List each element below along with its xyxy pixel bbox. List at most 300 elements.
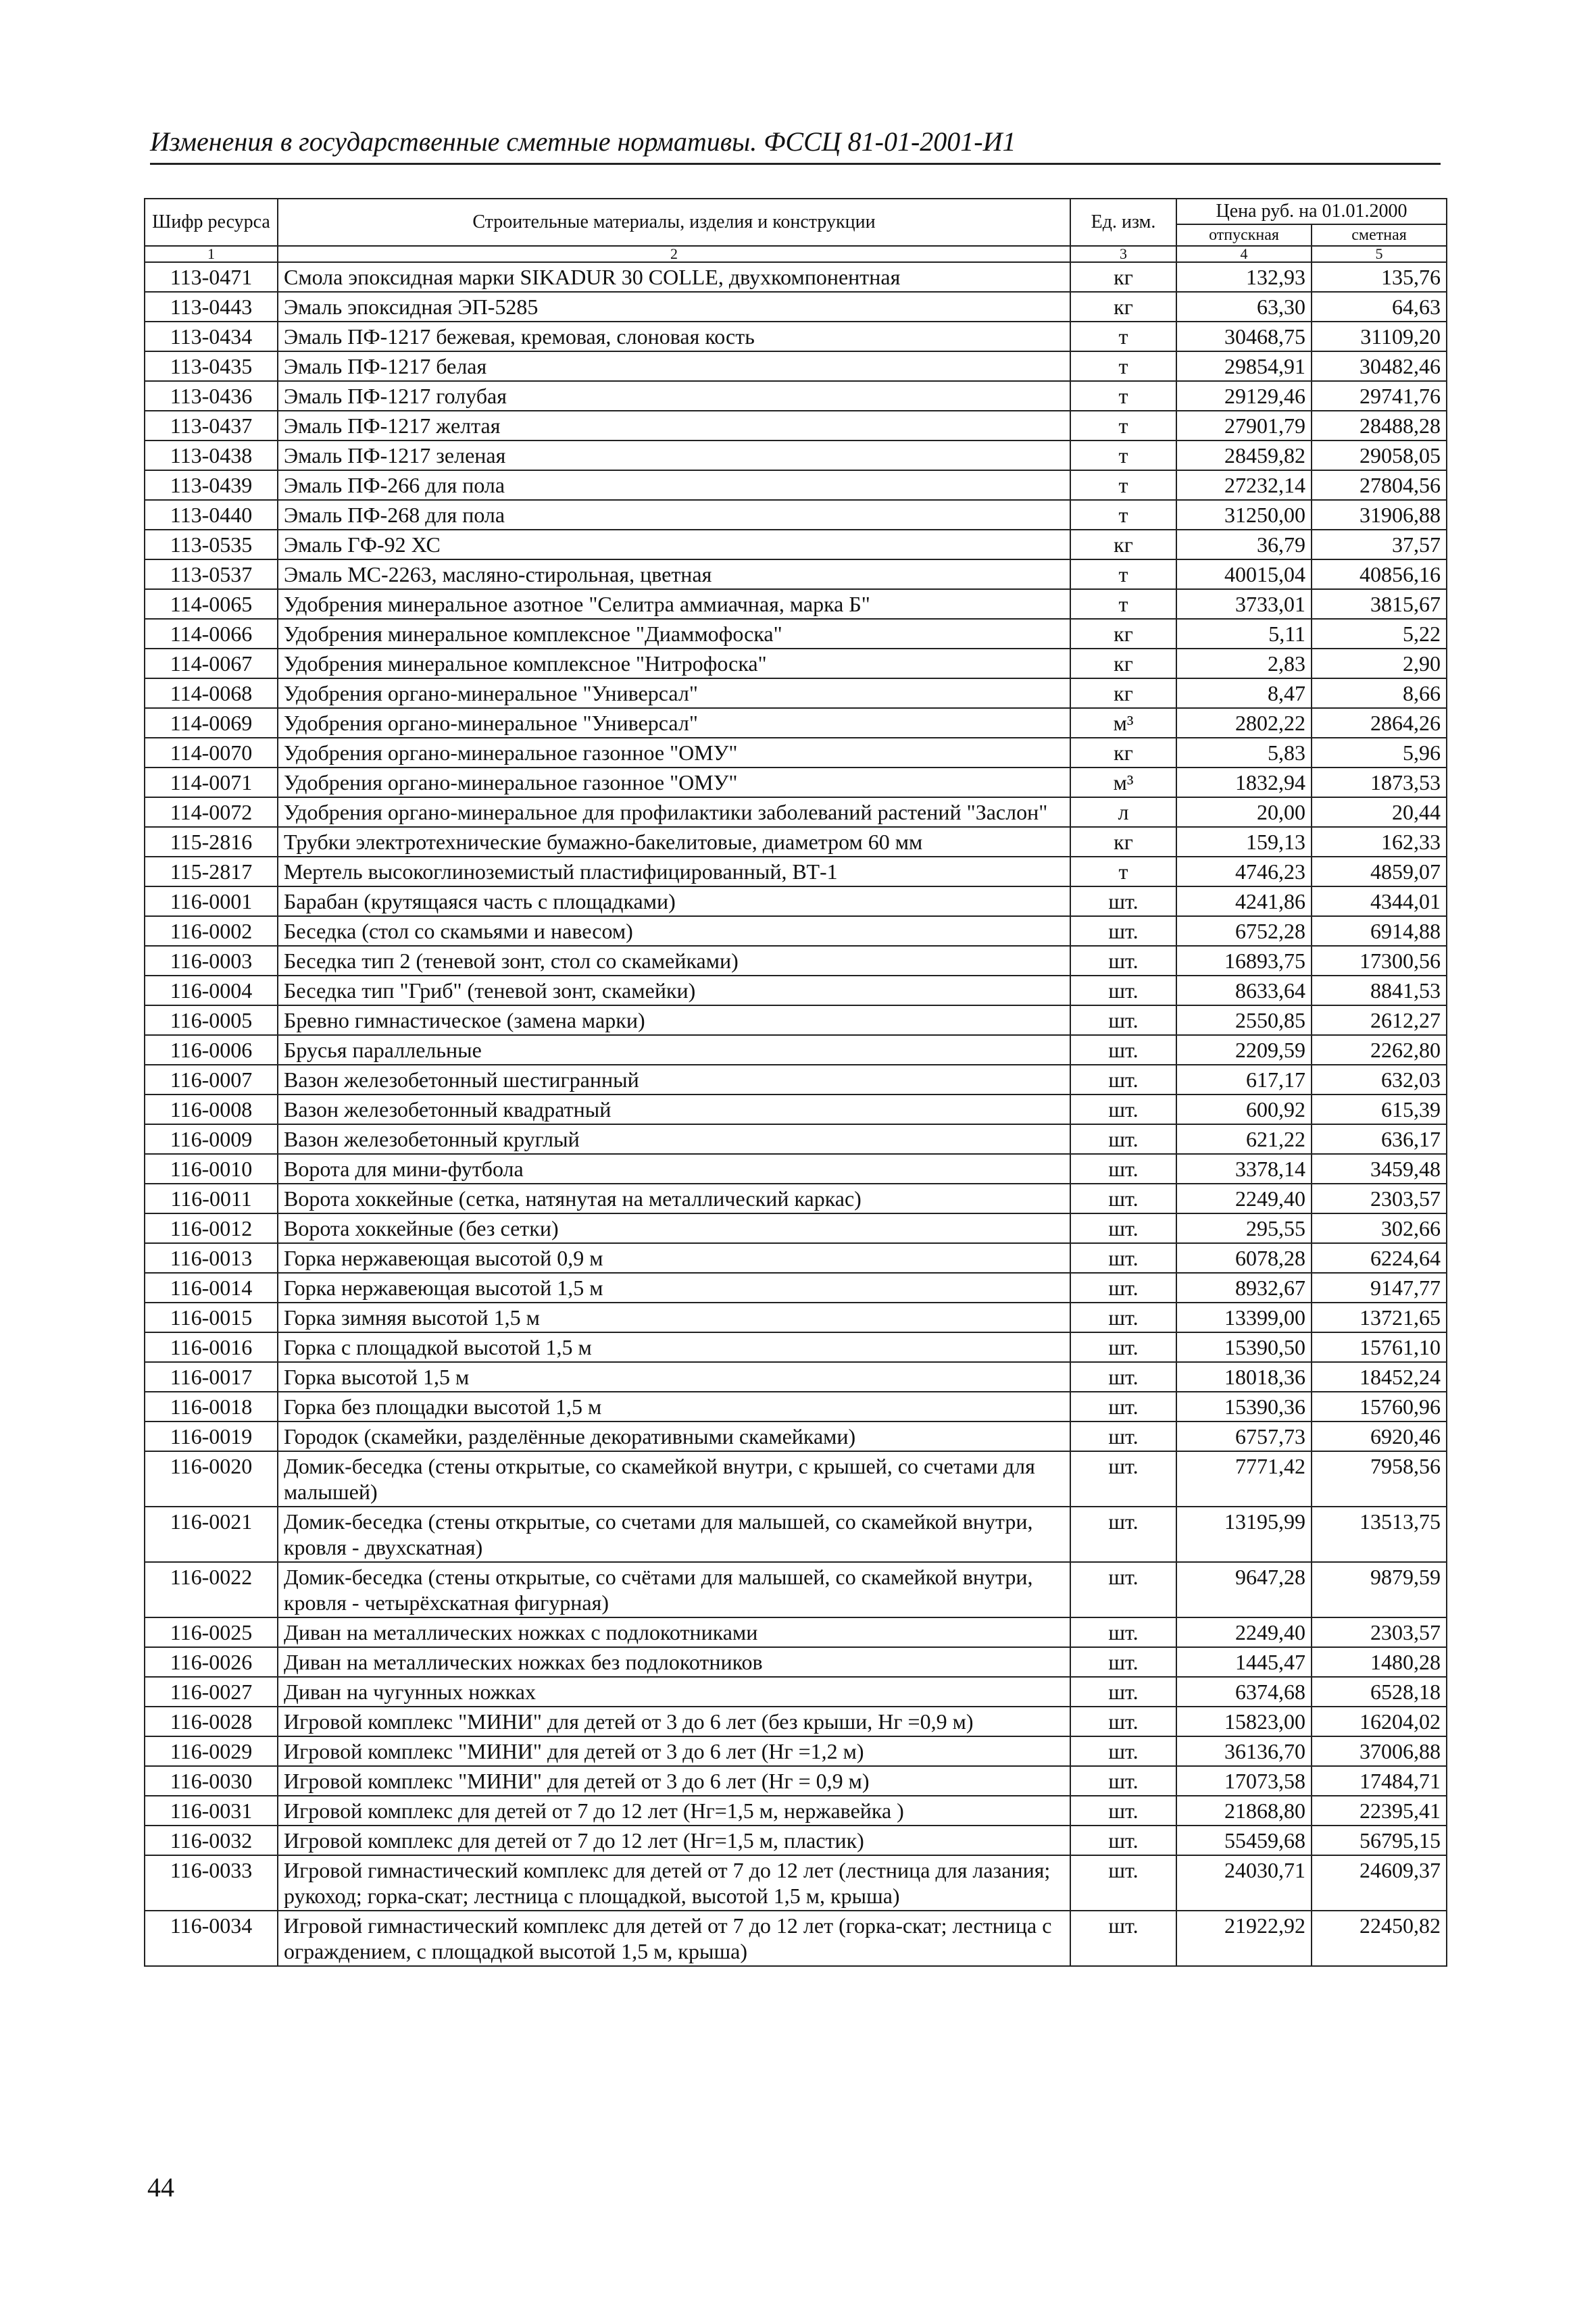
table-cell-estimate-price: 1480,28	[1312, 1647, 1447, 1677]
table-cell-estimate-price: 615,39	[1312, 1095, 1447, 1124]
table-cell-release-price: 21868,80	[1176, 1796, 1312, 1826]
col-header-code: Шифр ресурса	[145, 199, 278, 246]
table-cell-release-price: 6757,73	[1176, 1422, 1312, 1451]
table-cell-name: Удобрения минеральное комплексное "Диаммофоска"	[278, 619, 1070, 649]
table-cell-estimate-price: 8841,53	[1312, 976, 1447, 1005]
table-cell-code: 114-0070	[145, 738, 278, 768]
table-cell-code: 113-0434	[145, 322, 278, 351]
table-row	[145, 827, 1447, 857]
table-cell-estimate-price: 632,03	[1312, 1065, 1447, 1095]
page-number: 44	[147, 2172, 174, 2203]
table-cell-code: 114-0066	[145, 619, 278, 649]
table-cell-release-price: 16893,75	[1176, 946, 1312, 976]
table-cell-code: 116-0021	[145, 1507, 278, 1562]
table-cell-unit: кг	[1070, 292, 1176, 322]
table-cell-name: Удобрения органо-минеральное "Универсал"	[278, 678, 1070, 708]
table-cell-name: Эмаль ПФ-1217 желтая	[278, 411, 1070, 441]
table-row	[145, 322, 1447, 351]
col-header-price: Цена руб. на 01.01.2000	[1176, 199, 1447, 224]
table-cell-unit: шт.	[1070, 1303, 1176, 1332]
table-cell-estimate-price: 30482,46	[1312, 351, 1447, 381]
table-cell-code: 116-0020	[145, 1451, 278, 1507]
table-cell-estimate-price: 2,90	[1312, 649, 1447, 678]
table-cell-code: 116-0026	[145, 1647, 278, 1677]
table-row	[145, 1707, 1447, 1736]
table-cell-release-price: 29854,91	[1176, 351, 1312, 381]
table-cell-code: 116-0001	[145, 886, 278, 916]
table-cell-code: 116-0008	[145, 1095, 278, 1124]
table-cell-name: Удобрения минеральное азотное "Селитра аммиачная, марка Б"	[278, 589, 1070, 619]
table-cell-unit: шт.	[1070, 1392, 1176, 1422]
table-cell-code: 116-0027	[145, 1677, 278, 1707]
table-cell-name: Домик-беседка (стены открытые, со скамейкой внутри, с крышей, со счетами для малышей)	[278, 1451, 1070, 1507]
table-row	[145, 768, 1447, 797]
table-cell-code: 116-0013	[145, 1243, 278, 1273]
table-cell-name: Горка с площадкой высотой 1,5 м	[278, 1332, 1070, 1362]
table-cell-unit: т	[1070, 411, 1176, 441]
table-row	[145, 292, 1447, 322]
table-cell-release-price: 9647,28	[1176, 1562, 1312, 1617]
table-cell-unit: шт.	[1070, 1562, 1176, 1617]
table-cell-release-price: 27901,79	[1176, 411, 1312, 441]
table-cell-code: 116-0006	[145, 1035, 278, 1065]
table-cell-name: Горка нержавеющая высотой 1,5 м	[278, 1273, 1070, 1303]
table-cell-code: 116-0030	[145, 1766, 278, 1796]
table-cell-code: 116-0016	[145, 1332, 278, 1362]
table-cell-release-price: 15390,50	[1176, 1332, 1312, 1362]
table-row	[145, 1095, 1447, 1124]
table-cell-unit: шт.	[1070, 1422, 1176, 1451]
table-cell-release-price: 2209,59	[1176, 1035, 1312, 1065]
table-cell-code: 113-0436	[145, 381, 278, 411]
table-cell-code: 116-0011	[145, 1184, 278, 1213]
table-cell-release-price: 6374,68	[1176, 1677, 1312, 1707]
table-cell-code: 116-0034	[145, 1911, 278, 1966]
table-cell-estimate-price: 9147,77	[1312, 1273, 1447, 1303]
table-row	[145, 1855, 1447, 1911]
table-cell-name: Удобрения органо-минеральное для профилактики заболеваний растений "Заслон"	[278, 797, 1070, 827]
table-cell-unit: шт.	[1070, 886, 1176, 916]
table-cell-estimate-price: 3459,48	[1312, 1154, 1447, 1184]
table-cell-code: 116-0028	[145, 1707, 278, 1736]
table-cell-unit: кг	[1070, 738, 1176, 768]
table-cell-code: 116-0033	[145, 1855, 278, 1911]
table-cell-unit: шт.	[1070, 1507, 1176, 1562]
table-cell-unit: кг	[1070, 530, 1176, 559]
table-cell-unit: шт.	[1070, 1766, 1176, 1796]
table-cell-estimate-price: 6224,64	[1312, 1243, 1447, 1273]
table-cell-release-price: 617,17	[1176, 1065, 1312, 1095]
table-cell-unit: шт.	[1070, 1911, 1176, 1966]
table-row	[145, 589, 1447, 619]
table-cell-code: 114-0072	[145, 797, 278, 827]
table-cell-name: Эмаль ПФ-1217 голубая	[278, 381, 1070, 411]
table-cell-name: Эмаль ГФ-92 ХС	[278, 530, 1070, 559]
table-cell-estimate-price: 13513,75	[1312, 1507, 1447, 1562]
table-cell-unit: шт.	[1070, 1184, 1176, 1213]
table-cell-unit: т	[1070, 857, 1176, 886]
table-cell-name: Диван на металлических ножках с подлокотниками	[278, 1617, 1070, 1647]
table-cell-unit: кг	[1070, 262, 1176, 292]
table-cell-name: Эмаль ПФ-266 для пола	[278, 470, 1070, 500]
table-cell-release-price: 18018,36	[1176, 1362, 1312, 1392]
table-cell-release-price: 13195,99	[1176, 1507, 1312, 1562]
table-cell-name: Эмаль эпоксидная ЭП-5285	[278, 292, 1070, 322]
table-cell-code: 113-0437	[145, 411, 278, 441]
table-cell-name: Удобрения органо-минеральное газонное "ОМУ"	[278, 738, 1070, 768]
table-row	[145, 708, 1447, 738]
table-cell-release-price: 30468,75	[1176, 322, 1312, 351]
table-cell-estimate-price: 1873,53	[1312, 768, 1447, 797]
table-cell-release-price: 20,00	[1176, 797, 1312, 827]
table-cell-code: 113-0439	[145, 470, 278, 500]
table-cell-code: 114-0067	[145, 649, 278, 678]
table-cell-name: Горка нержавеющая высотой 0,9 м	[278, 1243, 1070, 1273]
table-cell-estimate-price: 17300,56	[1312, 946, 1447, 976]
table-cell-code: 116-0018	[145, 1392, 278, 1422]
table-row	[145, 1154, 1447, 1184]
table-row	[145, 649, 1447, 678]
table-cell-name: Игровой комплекс "МИНИ" для детей от 3 до 6 лет (Нг =1,2 м)	[278, 1736, 1070, 1766]
table-row	[145, 1362, 1447, 1392]
table-cell-release-price: 2249,40	[1176, 1617, 1312, 1647]
table-row	[145, 857, 1447, 886]
table-cell-code: 116-0003	[145, 946, 278, 976]
col-number: 4	[1176, 246, 1312, 262]
table-cell-code: 114-0068	[145, 678, 278, 708]
table-cell-name: Бревно гимнастическое (замена марки)	[278, 1005, 1070, 1035]
table-cell-unit: шт.	[1070, 1154, 1176, 1184]
table-cell-estimate-price: 4859,07	[1312, 857, 1447, 886]
table-cell-unit: шт.	[1070, 1617, 1176, 1647]
table-cell-release-price: 63,30	[1176, 292, 1312, 322]
table-cell-estimate-price: 56795,15	[1312, 1826, 1447, 1855]
table-row	[145, 1273, 1447, 1303]
table-cell-unit: шт.	[1070, 916, 1176, 946]
table-cell-name: Удобрения органо-минеральное "Универсал"	[278, 708, 1070, 738]
table-cell-unit: шт.	[1070, 1213, 1176, 1243]
table-row	[145, 262, 1447, 292]
table-cell-release-price: 8633,64	[1176, 976, 1312, 1005]
table-cell-code: 116-0019	[145, 1422, 278, 1451]
table-cell-name: Эмаль МС-2263, масляно-стирольная, цветная	[278, 559, 1070, 589]
table-cell-estimate-price: 29058,05	[1312, 441, 1447, 470]
table-cell-name: Эмаль ПФ-1217 зеленая	[278, 441, 1070, 470]
table-body	[145, 262, 1447, 1966]
table-cell-code: 116-0032	[145, 1826, 278, 1855]
table-cell-unit: м³	[1070, 708, 1176, 738]
table-cell-code: 116-0007	[145, 1065, 278, 1095]
col-header-estimate: сметная	[1312, 224, 1447, 246]
table-cell-estimate-price: 6528,18	[1312, 1677, 1447, 1707]
table-cell-release-price: 27232,14	[1176, 470, 1312, 500]
table-row	[145, 1005, 1447, 1035]
table-cell-estimate-price: 5,96	[1312, 738, 1447, 768]
table-cell-code: 116-0002	[145, 916, 278, 946]
table-cell-estimate-price: 2303,57	[1312, 1184, 1447, 1213]
table-cell-estimate-price: 20,44	[1312, 797, 1447, 827]
table-cell-estimate-price: 13721,65	[1312, 1303, 1447, 1332]
table-cell-code: 116-0009	[145, 1124, 278, 1154]
table-cell-code: 113-0435	[145, 351, 278, 381]
table-cell-code: 114-0069	[145, 708, 278, 738]
table-cell-code: 116-0025	[145, 1617, 278, 1647]
table-cell-estimate-price: 37,57	[1312, 530, 1447, 559]
table-row	[145, 411, 1447, 441]
table-cell-unit: кг	[1070, 678, 1176, 708]
table-row	[145, 916, 1447, 946]
table-row	[145, 1303, 1447, 1332]
table-cell-name: Ворота для мини-футбола	[278, 1154, 1070, 1184]
table-cell-name: Беседка (стол со скамьями и навесом)	[278, 916, 1070, 946]
table-cell-name: Смола эпоксидная марки SIKADUR 30 COLLE, двухкомпонентная	[278, 262, 1070, 292]
table-cell-name: Игровой гимнастический комплекс для детей от 7 до 12 лет (лестница для лазания; рукоход; горка-скат; лестница с площадкой, высотой 1,5 м, крыша)	[278, 1855, 1070, 1911]
table-cell-name: Горка зимняя высотой 1,5 м	[278, 1303, 1070, 1332]
table-cell-unit: т	[1070, 441, 1176, 470]
table-cell-code: 113-0535	[145, 530, 278, 559]
table-cell-name: Диван на чугунных ножках	[278, 1677, 1070, 1707]
table-cell-estimate-price: 3815,67	[1312, 589, 1447, 619]
table-row	[145, 1911, 1447, 1966]
table-cell-unit: шт.	[1070, 1273, 1176, 1303]
table-cell-release-price: 36136,70	[1176, 1736, 1312, 1766]
table-cell-estimate-price: 7958,56	[1312, 1451, 1447, 1507]
table-row	[145, 886, 1447, 916]
table-cell-release-price: 15823,00	[1176, 1707, 1312, 1736]
table-row	[145, 500, 1447, 530]
table-cell-release-price: 15390,36	[1176, 1392, 1312, 1422]
table-cell-unit: т	[1070, 559, 1176, 589]
table-cell-name: Эмаль ПФ-1217 белая	[278, 351, 1070, 381]
table-cell-unit: кг	[1070, 649, 1176, 678]
table-row	[145, 1392, 1447, 1422]
table-cell-name: Ворота хоккейные (без сетки)	[278, 1213, 1070, 1243]
table-cell-code: 116-0010	[145, 1154, 278, 1184]
table-cell-code: 114-0065	[145, 589, 278, 619]
table-row	[145, 530, 1447, 559]
table-row	[145, 1677, 1447, 1707]
col-header-name: Строительные материалы, изделия и конструкции	[278, 199, 1070, 246]
table-cell-unit: шт.	[1070, 1647, 1176, 1677]
table-cell-name: Удобрения минеральное комплексное "Нитрофоска"	[278, 649, 1070, 678]
table-cell-name: Горка высотой 1,5 м	[278, 1362, 1070, 1392]
table-row	[145, 1617, 1447, 1647]
table-cell-release-price: 2550,85	[1176, 1005, 1312, 1035]
table-row	[145, 976, 1447, 1005]
table-cell-estimate-price: 15760,96	[1312, 1392, 1447, 1422]
table-cell-code: 116-0029	[145, 1736, 278, 1766]
table-cell-release-price: 6752,28	[1176, 916, 1312, 946]
table-cell-name: Игровой комплекс "МИНИ" для детей от 3 до 6 лет (без крыши, Нг =0,9 м)	[278, 1707, 1070, 1736]
table-cell-unit: шт.	[1070, 946, 1176, 976]
col-number: 1	[145, 246, 278, 262]
table-cell-unit: шт.	[1070, 1124, 1176, 1154]
table-cell-code: 116-0014	[145, 1273, 278, 1303]
table-cell-unit: шт.	[1070, 1451, 1176, 1507]
table-cell-estimate-price: 6920,46	[1312, 1422, 1447, 1451]
table-cell-release-price: 621,22	[1176, 1124, 1312, 1154]
table-cell-name: Удобрения органо-минеральное газонное "ОМУ"	[278, 768, 1070, 797]
table-cell-unit: т	[1070, 351, 1176, 381]
table-cell-name: Мертель высокоглиноземистый пластифицированный, ВТ-1	[278, 857, 1070, 886]
table-cell-name: Вазон железобетонный круглый	[278, 1124, 1070, 1154]
table-cell-estimate-price: 29741,76	[1312, 381, 1447, 411]
table-cell-release-price: 3733,01	[1176, 589, 1312, 619]
table-cell-release-price: 31250,00	[1176, 500, 1312, 530]
table-row	[145, 351, 1447, 381]
table-cell-estimate-price: 5,22	[1312, 619, 1447, 649]
table-cell-estimate-price: 18452,24	[1312, 1362, 1447, 1392]
table-row	[145, 619, 1447, 649]
table-cell-unit: шт.	[1070, 1677, 1176, 1707]
table-cell-estimate-price: 27804,56	[1312, 470, 1447, 500]
table-cell-release-price: 3378,14	[1176, 1154, 1312, 1184]
table-cell-unit: шт.	[1070, 1005, 1176, 1035]
table-cell-name: Диван на металлических ножках без подлокотников	[278, 1647, 1070, 1677]
table-cell-code: 113-0438	[145, 441, 278, 470]
table-cell-code: 116-0012	[145, 1213, 278, 1243]
table-cell-code: 113-0471	[145, 262, 278, 292]
table-cell-name: Беседка тип 2 (теневой зонт, стол со скамейками)	[278, 946, 1070, 976]
table-cell-name: Игровой комплекс для детей от 7 до 12 лет (Нг=1,5 м, нержавейка )	[278, 1796, 1070, 1826]
table-cell-code: 116-0022	[145, 1562, 278, 1617]
table-cell-estimate-price: 31906,88	[1312, 500, 1447, 530]
table-cell-code: 116-0031	[145, 1796, 278, 1826]
table-cell-release-price: 13399,00	[1176, 1303, 1312, 1332]
table-row	[145, 1796, 1447, 1826]
table-row	[145, 1736, 1447, 1766]
table-cell-release-price: 132,93	[1176, 262, 1312, 292]
table-row	[145, 1826, 1447, 1855]
table-cell-unit: кг	[1070, 827, 1176, 857]
table-row	[145, 559, 1447, 589]
table-row	[145, 946, 1447, 976]
table-cell-name: Эмаль ПФ-268 для пола	[278, 500, 1070, 530]
table-cell-estimate-price: 2864,26	[1312, 708, 1447, 738]
table-cell-release-price: 2,83	[1176, 649, 1312, 678]
table-cell-code: 113-0443	[145, 292, 278, 322]
table-cell-unit: т	[1070, 381, 1176, 411]
table-cell-estimate-price: 16204,02	[1312, 1707, 1447, 1736]
table-cell-code: 116-0015	[145, 1303, 278, 1332]
table-cell-release-price: 1832,94	[1176, 768, 1312, 797]
table-cell-unit: м³	[1070, 768, 1176, 797]
table-cell-code: 116-0005	[145, 1005, 278, 1035]
table-cell-code: 115-2816	[145, 827, 278, 857]
table-cell-release-price: 1445,47	[1176, 1647, 1312, 1677]
table-cell-release-price: 2802,22	[1176, 708, 1312, 738]
table-cell-estimate-price: 40856,16	[1312, 559, 1447, 589]
table-cell-unit: шт.	[1070, 976, 1176, 1005]
table-row	[145, 1766, 1447, 1796]
table-cell-code: 113-0537	[145, 559, 278, 589]
table-cell-release-price: 295,55	[1176, 1213, 1312, 1243]
table-cell-unit: шт.	[1070, 1035, 1176, 1065]
price-table	[144, 198, 1447, 1967]
table-row	[145, 797, 1447, 827]
table-cell-code: 116-0017	[145, 1362, 278, 1392]
table-cell-release-price: 28459,82	[1176, 441, 1312, 470]
table-cell-unit: шт.	[1070, 1243, 1176, 1273]
table-cell-estimate-price: 15761,10	[1312, 1332, 1447, 1362]
table-cell-estimate-price: 6914,88	[1312, 916, 1447, 946]
table-cell-unit: т	[1070, 470, 1176, 500]
table-cell-name: Игровой комплекс для детей от 7 до 12 лет (Нг=1,5 м, пластик)	[278, 1826, 1070, 1855]
table-cell-code: 116-0004	[145, 976, 278, 1005]
table-cell-name: Вазон железобетонный шестигранный	[278, 1065, 1070, 1095]
table-cell-release-price: 6078,28	[1176, 1243, 1312, 1273]
table-cell-release-price: 2249,40	[1176, 1184, 1312, 1213]
table-cell-name: Горка без площадки высотой 1,5 м	[278, 1392, 1070, 1422]
table-row	[145, 1647, 1447, 1677]
table-cell-release-price: 21922,92	[1176, 1911, 1312, 1966]
table-cell-unit: т	[1070, 322, 1176, 351]
table-row	[145, 1451, 1447, 1507]
table-cell-estimate-price: 8,66	[1312, 678, 1447, 708]
table-cell-estimate-price: 28488,28	[1312, 411, 1447, 441]
table-cell-release-price: 8932,67	[1176, 1273, 1312, 1303]
table-cell-release-price: 8,47	[1176, 678, 1312, 708]
table-row	[145, 1422, 1447, 1451]
table-cell-release-price: 4746,23	[1176, 857, 1312, 886]
table-cell-name: Игровой гимнастический комплекс для детей от 7 до 12 лет (горка-скат; лестница с ограждением, с площадкой высотой 1,5 м, крыша)	[278, 1911, 1070, 1966]
table-row	[145, 1213, 1447, 1243]
table-cell-release-price: 4241,86	[1176, 886, 1312, 916]
page-header: Изменения в государственные сметные нормативы. ФССЦ 81-01-2001-И1	[150, 126, 1441, 165]
table-cell-estimate-price: 636,17	[1312, 1124, 1447, 1154]
table-row	[145, 1184, 1447, 1213]
table-row	[145, 381, 1447, 411]
table-cell-unit: шт.	[1070, 1065, 1176, 1095]
table-cell-code: 115-2817	[145, 857, 278, 886]
table-cell-unit: шт.	[1070, 1707, 1176, 1736]
table-cell-name: Ворота хоккейные (сетка, натянутая на металлический каркас)	[278, 1184, 1070, 1213]
table-cell-unit: шт.	[1070, 1362, 1176, 1392]
table-cell-release-price: 159,13	[1176, 827, 1312, 857]
table-row	[145, 1124, 1447, 1154]
table-cell-unit: л	[1070, 797, 1176, 827]
table-cell-name: Брусья параллельные	[278, 1035, 1070, 1065]
table-cell-code: 114-0071	[145, 768, 278, 797]
table-cell-estimate-price: 17484,71	[1312, 1766, 1447, 1796]
table-cell-name: Беседка тип "Гриб" (теневой зонт, скамейки)	[278, 976, 1070, 1005]
table-cell-estimate-price: 24609,37	[1312, 1855, 1447, 1911]
table-cell-unit: шт.	[1070, 1332, 1176, 1362]
table-cell-release-price: 24030,71	[1176, 1855, 1312, 1911]
table-cell-estimate-price: 135,76	[1312, 262, 1447, 292]
table-cell-unit: шт.	[1070, 1095, 1176, 1124]
table-cell-unit: шт.	[1070, 1736, 1176, 1766]
table-cell-estimate-price: 302,66	[1312, 1213, 1447, 1243]
table-row	[145, 1035, 1447, 1065]
table-row	[145, 1332, 1447, 1362]
col-header-release: отпускная	[1176, 224, 1312, 246]
table-cell-name: Игровой комплекс "МИНИ" для детей от 3 до 6 лет (Нг = 0,9 м)	[278, 1766, 1070, 1796]
table-cell-unit: шт.	[1070, 1855, 1176, 1911]
table-row	[145, 738, 1447, 768]
table-cell-name: Городок (скамейки, разделённые декоративными скамейками)	[278, 1422, 1070, 1451]
table-cell-name: Барабан (крутящаяся часть с площадками)	[278, 886, 1070, 916]
table-cell-estimate-price: 2262,80	[1312, 1035, 1447, 1065]
table-cell-name: Домик-беседка (стены открытые, со счётами для малышей, со скамейкой внутри, кровля - четырёхскатная фигурная)	[278, 1562, 1070, 1617]
table-cell-estimate-price: 22395,41	[1312, 1796, 1447, 1826]
table-cell-unit: кг	[1070, 619, 1176, 649]
table-row	[145, 441, 1447, 470]
table-cell-release-price: 7771,42	[1176, 1451, 1312, 1507]
table-cell-release-price: 36,79	[1176, 530, 1312, 559]
table-row	[145, 1507, 1447, 1562]
table-cell-estimate-price: 4344,01	[1312, 886, 1447, 916]
